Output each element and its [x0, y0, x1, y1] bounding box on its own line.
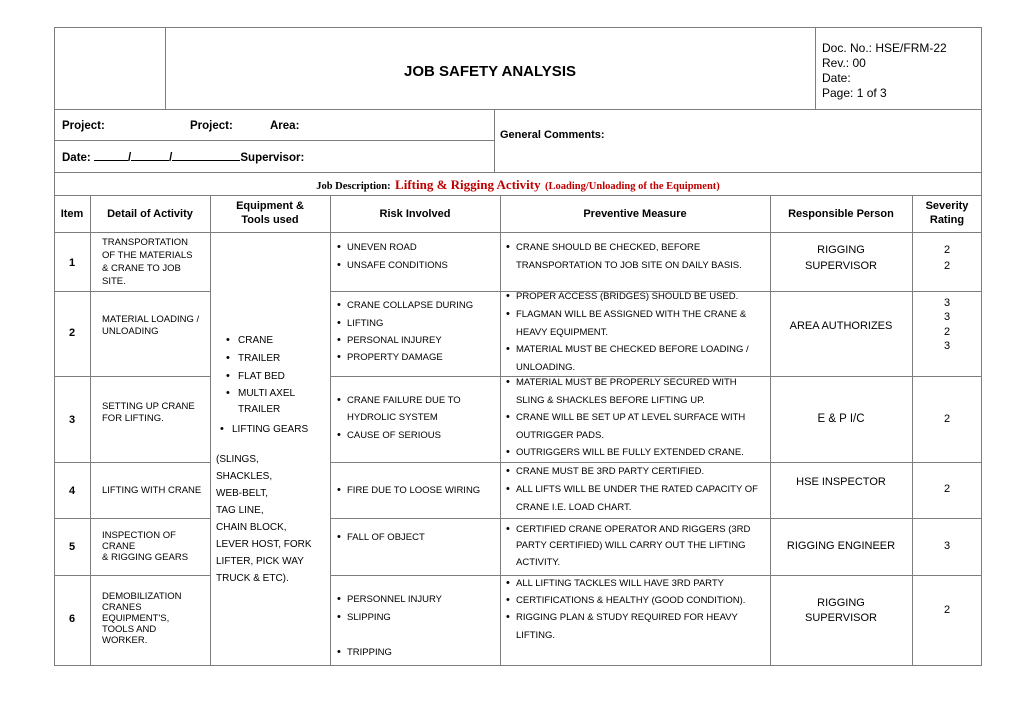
- measure-item: • CRANE SHOULD BE CHECKED, BEFORE: [506, 238, 700, 257]
- item-number: 6: [68, 613, 76, 625]
- responsible-person: RIGGING: [817, 597, 865, 609]
- divider: [500, 195, 501, 666]
- project-label-2: Project:: [190, 120, 233, 132]
- responsible-person: HSE INSPECTOR: [796, 476, 886, 488]
- equipment-item: TRAILER: [238, 404, 281, 415]
- equipment-item: • LIFTING GEARS: [220, 420, 308, 439]
- responsible-person: E & P I/C: [817, 413, 865, 425]
- equipment-item: • FLAT BED: [226, 367, 285, 386]
- risk-item: • TRIPPING: [337, 643, 392, 662]
- page-number: Page: 1 of 3: [822, 86, 887, 100]
- measure-item: • MATERIAL MUST BE PROPERLY SECURED WITH: [506, 373, 737, 392]
- risk-item: • SLIPPING: [337, 608, 391, 627]
- responsible-person: SUPERVISOR: [805, 612, 877, 624]
- risk-item: • PROPERTY DAMAGE: [337, 348, 443, 367]
- item-number: 5: [68, 541, 76, 553]
- divider: [54, 140, 494, 141]
- divider: [54, 109, 982, 110]
- severity-rating: 3: [943, 297, 951, 309]
- equipment-item: • MULTI AXEL: [226, 384, 295, 403]
- date-blank-day: [94, 150, 128, 161]
- risk-item: • FALL OF OBJECT: [337, 528, 425, 547]
- measure-item: UNLOADING.: [516, 362, 576, 373]
- job-description: [54, 176, 982, 196]
- date-field: [62, 150, 304, 165]
- divider: [54, 291, 210, 292]
- page-title: JOB SAFETY ANALYSIS: [404, 63, 576, 80]
- divider: [54, 172, 982, 173]
- responsible-person: SUPERVISOR: [805, 260, 877, 272]
- col-header-equipment-2: Tools used: [241, 214, 299, 226]
- activity-detail: DEMOBILIZATION: [102, 591, 182, 602]
- item-number: 4: [68, 485, 76, 497]
- divider: [815, 27, 816, 109]
- equipment-line: WEB-BELT,: [216, 488, 269, 499]
- measure-item: • FLAGMAN WILL BE ASSIGNED WITH THE CRANE &: [506, 305, 746, 324]
- measure-item: • OUTRIGGERS WILL BE FULLY EXTENDED CRANE.: [506, 443, 744, 462]
- responsible-person: AREA AUTHORIZES: [789, 320, 893, 332]
- risk-item: • CRANE FAILURE DUE TO: [337, 391, 461, 410]
- divider: [330, 518, 982, 519]
- general-comments-label: General Comments:: [500, 129, 605, 141]
- col-header-equipment: Equipment &: [236, 200, 304, 212]
- divider: [54, 575, 210, 576]
- area-label: Area:: [270, 120, 300, 132]
- equipment-line: (SLINGS,: [216, 454, 259, 465]
- measure-item: • ALL LIFTS WILL BE UNDER THE RATED CAPACITY OF: [506, 480, 758, 499]
- risk-item: • LIFTING: [337, 314, 383, 333]
- risk-item: • FIRE DUE TO LOOSE WIRING: [337, 481, 480, 500]
- measure-item: ACTIVITY.: [516, 557, 561, 568]
- activity-detail: & RIGGING GEARS: [102, 552, 189, 563]
- risk-item: • PERSONNEL INJURY: [337, 590, 442, 609]
- equipment-line: CHAIN BLOCK,: [216, 522, 287, 533]
- activity-detail: UNLOADING: [102, 326, 159, 337]
- divider: [54, 518, 210, 519]
- job-description-label: Job Description:: [316, 181, 391, 192]
- activity-detail: INSPECTION OF: [102, 530, 176, 541]
- equipment-line: TAG LINE,: [216, 505, 264, 516]
- measure-item: LIFTING.: [516, 630, 556, 641]
- equipment-line: LEVER HOST, FORK: [216, 539, 312, 550]
- risk-item: • UNEVEN ROAD: [337, 238, 417, 257]
- date-blank-year: [172, 150, 240, 161]
- equipment-line: LIFTER, PICK WAY: [216, 556, 304, 567]
- activity-detail: MATERIAL LOADING /: [102, 314, 200, 325]
- col-header-detail: Detail of Activity: [107, 208, 193, 220]
- measure-item: • MATERIAL MUST BE CHECKED BEFORE LOADING /: [506, 340, 749, 359]
- supervisor-label: Supervisor:: [240, 152, 305, 164]
- activity-detail: TRANSPORTATION: [102, 237, 189, 248]
- measure-item: • PROPER ACCESS (BRIDGES) SHOULD BE USED.: [506, 287, 738, 306]
- col-header-severity-2: Rating: [929, 214, 965, 226]
- measure-item: OUTRIGGER PADS.: [516, 430, 604, 441]
- measure-item: TRANSPORTATION TO JOB SITE ON DAILY BASIS.: [516, 260, 742, 271]
- divider: [210, 195, 211, 666]
- doc-date: Date:: [822, 71, 851, 85]
- severity-rating: 3: [943, 540, 951, 552]
- divider: [54, 232, 982, 233]
- severity-rating: 2: [943, 604, 951, 616]
- severity-rating: 2: [943, 413, 951, 425]
- responsible-person: RIGGING ENGINEER: [786, 540, 896, 552]
- measure-item: • ALL LIFTING TACKLES WILL HAVE 3RD PARTY: [506, 574, 724, 593]
- activity-detail: WORKER.: [102, 635, 148, 646]
- divider: [54, 462, 210, 463]
- item-number: 1: [68, 257, 76, 269]
- revision: Rev.: 00: [822, 56, 866, 70]
- date-separator: /: [127, 152, 132, 164]
- measure-item: • CERTIFIED CRANE OPERATOR AND RIGGERS (3RD: [506, 520, 750, 539]
- project-label: Project:: [62, 120, 105, 132]
- divider: [54, 376, 210, 377]
- risk-item: • CRANE COLLAPSE DURING: [337, 296, 473, 315]
- measure-item: • CERTIFICATIONS & HEALTHY (GOOD CONDITION).: [506, 591, 745, 610]
- divider: [90, 195, 91, 666]
- risk-item: • CAUSE OF SERIOUS: [337, 426, 441, 445]
- item-number: 2: [68, 327, 76, 339]
- measure-item: HEAVY EQUIPMENT.: [516, 327, 609, 338]
- col-header-responsible: Responsible Person: [788, 208, 894, 220]
- doc-number: Doc. No.: HSE/FRM-22: [822, 41, 947, 55]
- divider: [494, 109, 495, 172]
- activity-detail: EQUIPMENT'S,: [102, 613, 170, 624]
- risk-item: HYDROLIC SYSTEM: [347, 412, 438, 423]
- col-header-preventive: Preventive Measure: [583, 208, 687, 220]
- equipment-item: • TRAILER: [226, 349, 280, 368]
- severity-rating: 3: [943, 340, 951, 352]
- equipment-line: SHACKLES,: [216, 471, 273, 482]
- job-description-sub: (Loading/Unloading of the Equipment): [545, 181, 720, 192]
- activity-detail: LIFTING WITH CRANE: [102, 485, 202, 496]
- activity-detail: SITE.: [102, 276, 126, 287]
- equipment-item: • CRANE: [226, 331, 273, 350]
- job-description-main: Lifting & Rigging Activity: [395, 177, 541, 192]
- measure-item: CRANE I.E. LOAD CHART.: [516, 502, 632, 513]
- activity-detail: FOR LIFTING.: [102, 413, 164, 424]
- col-header-severity: Severity: [925, 200, 969, 212]
- col-header-item: Item: [60, 208, 84, 220]
- equipment-line: TRUCK & ETC).: [216, 573, 289, 584]
- risk-item: • UNSAFE CONDITIONS: [337, 256, 448, 275]
- date-separator: /: [169, 152, 173, 164]
- item-number: 3: [68, 414, 76, 426]
- activity-detail: OF THE MATERIALS: [102, 250, 193, 261]
- measure-item: • RIGGING PLAN & STUDY REQUIRED FOR HEAVY: [506, 608, 738, 627]
- responsible-person: RIGGING: [817, 244, 865, 256]
- activity-detail: & CRANE TO JOB: [102, 263, 181, 274]
- measure-item: PARTY CERTIFIED) WILL CARRY OUT THE LIFTING: [516, 540, 746, 551]
- date-label: Date:: [62, 152, 91, 164]
- risk-item: • PERSONAL INJUREY: [337, 331, 442, 350]
- severity-rating: 2: [943, 326, 951, 338]
- activity-detail: CRANES: [102, 602, 142, 613]
- divider: [330, 195, 331, 666]
- activity-detail: SETTING UP CRANE: [102, 401, 195, 412]
- severity-rating: 2: [943, 483, 951, 495]
- date-blank-month: [131, 150, 169, 161]
- measure-item: • CRANE MUST BE 3RD PARTY CERTIFIED.: [506, 462, 704, 481]
- measure-item: • CRANE WILL BE SET UP AT LEVEL SURFACE WITH: [506, 408, 745, 427]
- measure-item: SLING & SHACKLES BEFORE LIFTING UP.: [516, 395, 705, 406]
- severity-rating: 3: [943, 311, 951, 323]
- activity-detail: CRANE: [102, 541, 136, 552]
- activity-detail: TOOLS AND: [102, 624, 157, 635]
- severity-rating: 2: [943, 260, 951, 272]
- col-header-risk: Risk Involved: [379, 208, 451, 220]
- severity-rating: 2: [943, 244, 951, 256]
